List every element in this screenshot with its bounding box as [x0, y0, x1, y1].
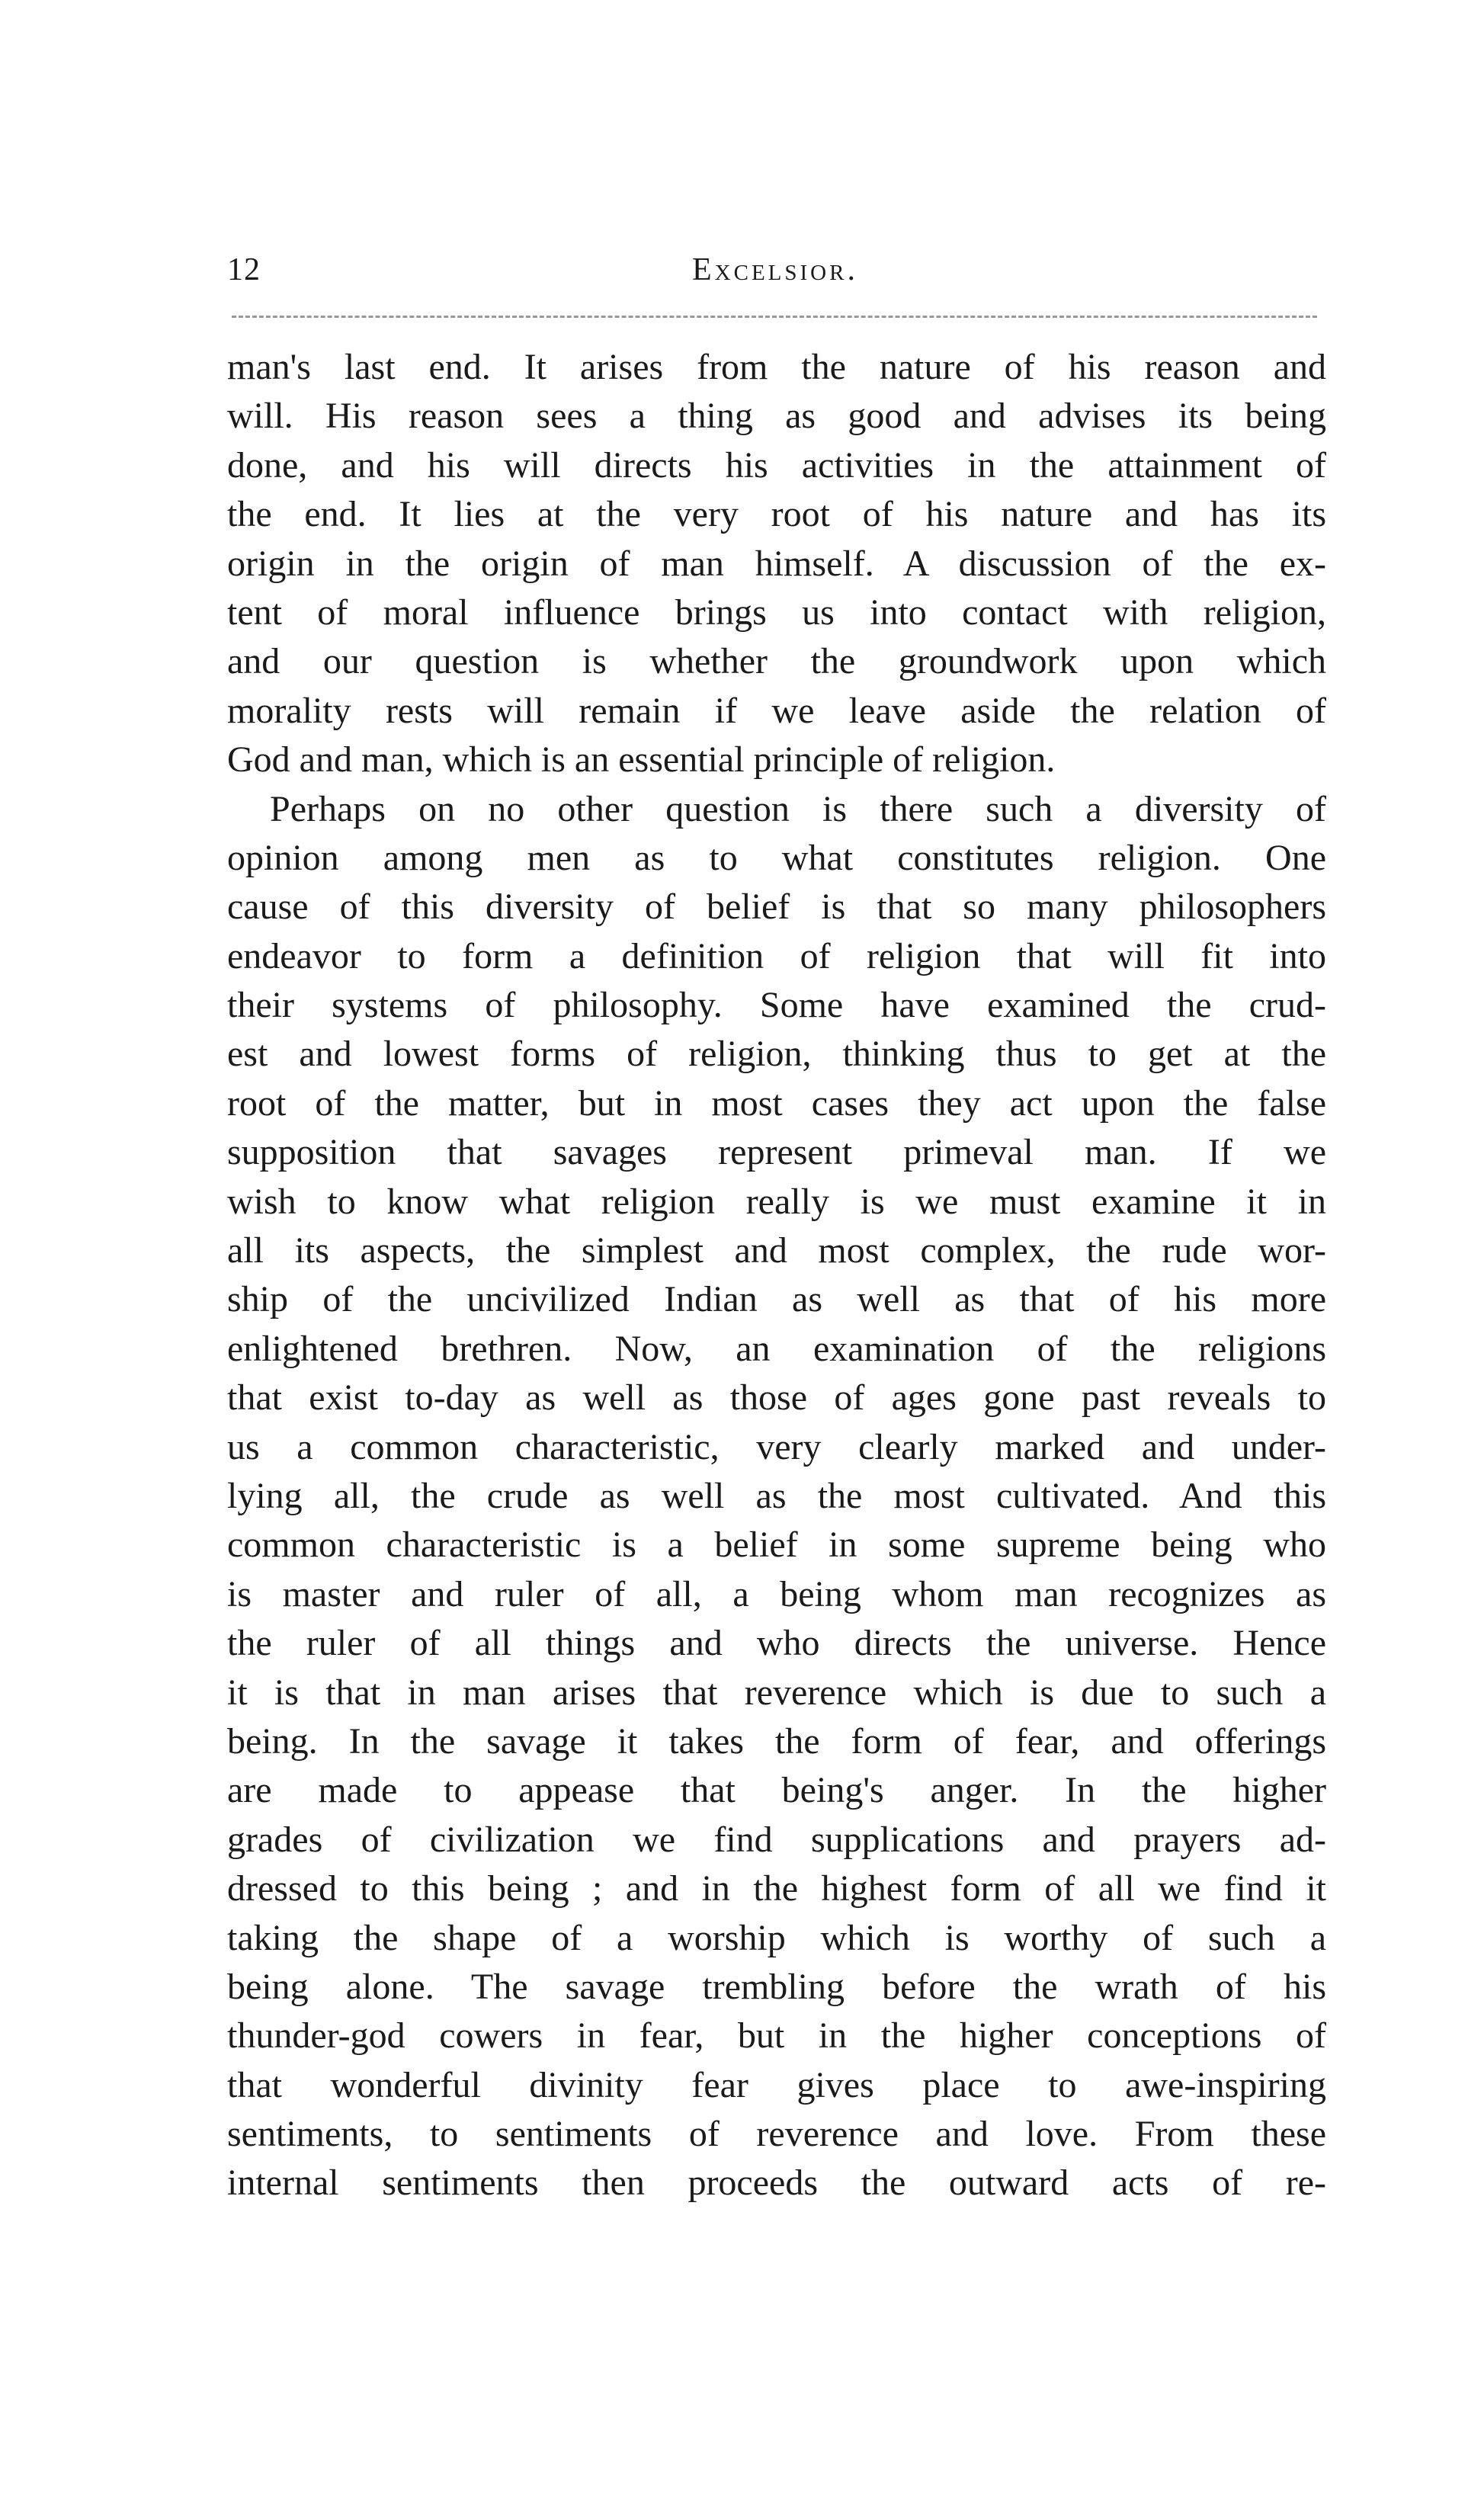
- text-line: lying all, the crude as well as the most cultivated. And this: [227, 1475, 1326, 1516]
- text-line: thunder-god cowers in fear, but in the higher conceptions of: [227, 2015, 1326, 2057]
- text-line: endeavor to form a definition of religion that will fit into: [227, 935, 1326, 976]
- text-line: origin in the origin of man himself. A discussion of the ex-: [227, 543, 1326, 584]
- text-line: dressed to this being ; and in the highest form of all we find it: [227, 1868, 1326, 1909]
- text-line: est and lowest forms of religion, thinking thus to get at the: [227, 1034, 1326, 1075]
- text-line: are made to appease that being's anger. In the higher: [227, 1770, 1326, 1811]
- text-line: wish to know what religion really is we must examine it in: [227, 1181, 1326, 1222]
- text-line: being. In the savage it takes the form of fear, and offerings: [227, 1720, 1326, 1762]
- text-line: Perhaps on no other question is there such a diversity of: [270, 788, 1326, 829]
- text-line: taking the shape of a worship which is worthy of such a: [227, 1917, 1326, 1958]
- text-line: done, and his will directs his activities in the attainment of: [227, 444, 1326, 486]
- text-line: tent of moral influence brings us into contact with religion,: [227, 592, 1326, 633]
- text-line: will. His reason sees a thing as good and advises its being: [227, 396, 1326, 437]
- text-line: root of the matter, but in most cases they act upon the false: [227, 1082, 1326, 1124]
- text-line: common characteristic is a belief in some supreme being who: [227, 1525, 1326, 1566]
- text-line: is master and ruler of all, a being whom man recognizes as: [227, 1573, 1326, 1614]
- text-line: the end. It lies at the very root of his nature and has its: [227, 494, 1326, 535]
- text-line: ship of the uncivilized Indian as well as that of his more: [227, 1279, 1326, 1320]
- text-line: us a common characteristic, very clearly marked and under-: [227, 1426, 1326, 1467]
- text-line: that wonderful divinity fear gives place to awe-inspiring: [227, 2064, 1326, 2105]
- text-line: cause of this diversity of belief is that so many philosophers: [227, 886, 1326, 928]
- page-number: 12: [227, 252, 261, 287]
- text-line: enlightened brethren. Now, an examination of the religions: [227, 1328, 1326, 1369]
- text-line: and our question is whether the groundwork upon which: [227, 641, 1326, 682]
- text-line: being alone. The savage trembling before the wrath of his: [227, 1966, 1326, 2007]
- text-line: God and man, which is an essential principle of religion.: [227, 739, 1056, 781]
- text-line: that exist to-day as well as those of ages gone past reveals to: [227, 1377, 1326, 1419]
- text-line: man's last end. It arises from the nature of his reason and: [227, 347, 1326, 387]
- text-line: internal sentiments then proceeds the outward acts of re-: [227, 2163, 1326, 2204]
- text-line: their systems of philosophy. Some have examined the crud-: [227, 985, 1326, 1026]
- text-line: grades of civilization we find supplications and prayers ad-: [227, 1819, 1326, 1860]
- header-rule: [232, 316, 1317, 318]
- text-line: it is that in man arises that reverence which is due to such a: [227, 1672, 1326, 1713]
- text-line: sentiments, to sentiments of reverence and love. From these: [227, 2114, 1326, 2155]
- running-head: [227, 252, 1323, 297]
- text-line: opinion among men as to what constitutes religion. One: [227, 837, 1326, 878]
- text-line: supposition that savages represent primeval man. If we: [227, 1132, 1326, 1173]
- text-line: morality rests will remain if we leave aside the relation of: [227, 690, 1326, 731]
- text-line: all its aspects, the simplest and most complex, the rude wor-: [227, 1230, 1326, 1271]
- text-line: the ruler of all things and who directs the universe. Hence: [227, 1623, 1326, 1664]
- body-text: [227, 343, 1326, 2208]
- running-title: Excelsior.: [692, 252, 858, 287]
